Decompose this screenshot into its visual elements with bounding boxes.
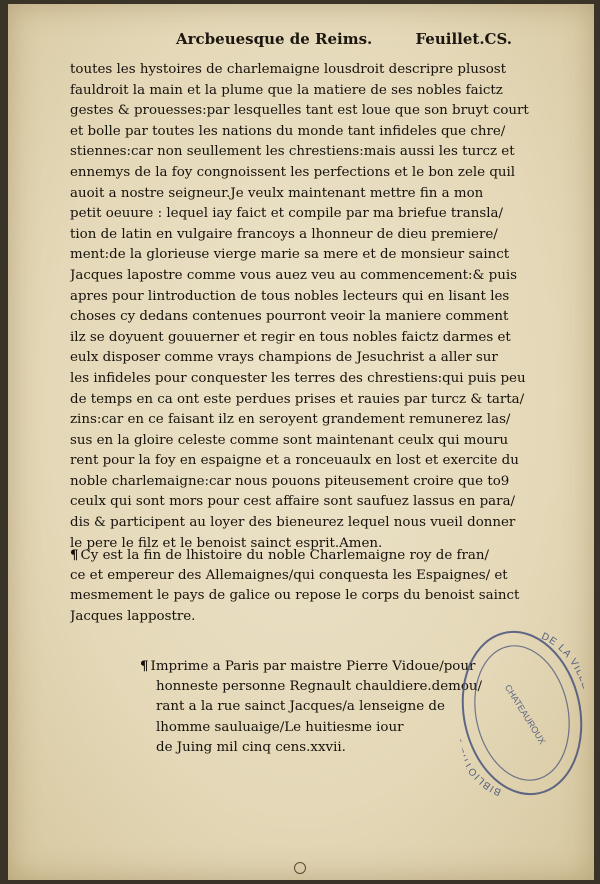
running-head-title: Arcbeuesque de Reims. [176,30,373,48]
main-text-line: tion de latin en vulgaire francoys a lhonneur de dieu premiere/ [70,226,498,242]
closing-paragraph-line: mesmement le pays de galice ou repose le corps du benoist sainct [70,588,520,604]
colophon-line: de Juing mil cinq cens.xxvii. [156,740,346,756]
pilcrow-icon: ¶ [70,547,79,563]
main-text-line: eulx disposer comme vrays champions de Jesuchrist a aller sur [70,350,498,366]
main-text-line: gestes & prouesses:par lesquelles tant est loue que son bruyt court [70,103,529,119]
main-text-line: fauldroit la main et la plume que la matiere de ses nobles faictz [70,82,503,98]
main-text-line: le pere le filz et le benoist sainct esprit.Amen. [70,535,383,551]
closing-paragraph-line: ¶ Cy est la fin de lhistoire du noble Charlemaigne roy de fran/ [70,547,489,563]
colophon-line: honneste personne Regnault chauldiere.demou/ [156,678,483,694]
main-text-line: ceulx qui sont mors pour cest affaire sont saufuez lassus en para/ [70,494,516,510]
colophon-line: rant a la rue sainct Jacques/a lenseigne de [156,699,445,715]
stamp-text-center: CHATEAUROUX [502,682,548,746]
main-text-line: choses cy dedans contenues pourront veoir la maniere comment [70,309,509,325]
main-text-line: auoit a nostre seigneur.Je veulx maintenant mettre fin a mon [70,185,484,201]
main-text-line: toutes les hystoires de charlemaigne lousdroit descripre plusost [70,62,507,77]
running-head [8,30,594,54]
main-text-line: dis & participent au loyer des bieneurez lequel nous vueil donner [70,515,516,531]
main-text-line: ilz se doyuent gouuerner et regir en tous nobles faictz darmes et [70,329,511,345]
stamp-text-left: BIBLIOTHEQUE [446,721,503,798]
main-text-line: rent pour la foy en espaigne et a ronceuaulx en lost et exercite du [70,453,519,469]
main-text-line: stiennes:car non seullement les chrestiens:mais aussi les turcz et [70,144,515,160]
main-text-line: ment:de la glorieuse vierge marie sa mere et de monsieur sainct [70,247,510,263]
main-text-line: Jacques lapostre comme vous auez veu au commencement:& puis [70,267,518,283]
main-text-line: les infideles pour conquester les terres des chrestiens:qui puis peu [70,370,526,386]
main-text-line: de temps en ca ont este perdues prises et rauies par turcz & tarta/ [70,391,525,407]
stamp-text-right: DE LA VILLE [539,630,592,692]
main-text-line: apres pour lintroduction de tous nobles lecteurs qui en lisant les [70,288,510,304]
page-footer-mark [294,862,306,874]
folio-number: Feuillet.CS. [415,30,512,48]
main-text-block [70,60,530,554]
main-text-line: zins:car en ce faisant ilz en seroyent grandement remunerez las/ [70,412,511,428]
pilcrow-icon: ¶ [140,658,149,674]
library-stamp-icon [439,612,600,814]
closing-paragraph-line: Jacques lappostre. [70,608,196,624]
closing-paragraph-line: ce et empereur des Allemaignes/qui conquesta les Espaignes/ et [70,567,508,583]
colophon-line: lhomme sauluaige/Le huitiesme iour [156,719,404,735]
colophon-line: ¶ Imprime a Paris par maistre Pierre Vidoue/pour [140,658,476,674]
main-text-line: sus en la gloire celeste comme sont maintenant ceulx qui mouru [70,432,509,448]
book-page [8,4,594,880]
main-text-line: petit oeuure : lequel iay faict et compile par ma briefue transla/ [70,206,503,222]
main-text-line: noble charlemaigne:car nous pouons piteusement croire que to9 [70,473,510,489]
main-text-line: et bolle par toutes les nations du monde tant infideles que chre/ [70,123,506,139]
main-text-line: ennemys de la foy congnoissent les perfections et le bon zele quil [70,164,516,180]
closing-paragraph [70,545,530,627]
